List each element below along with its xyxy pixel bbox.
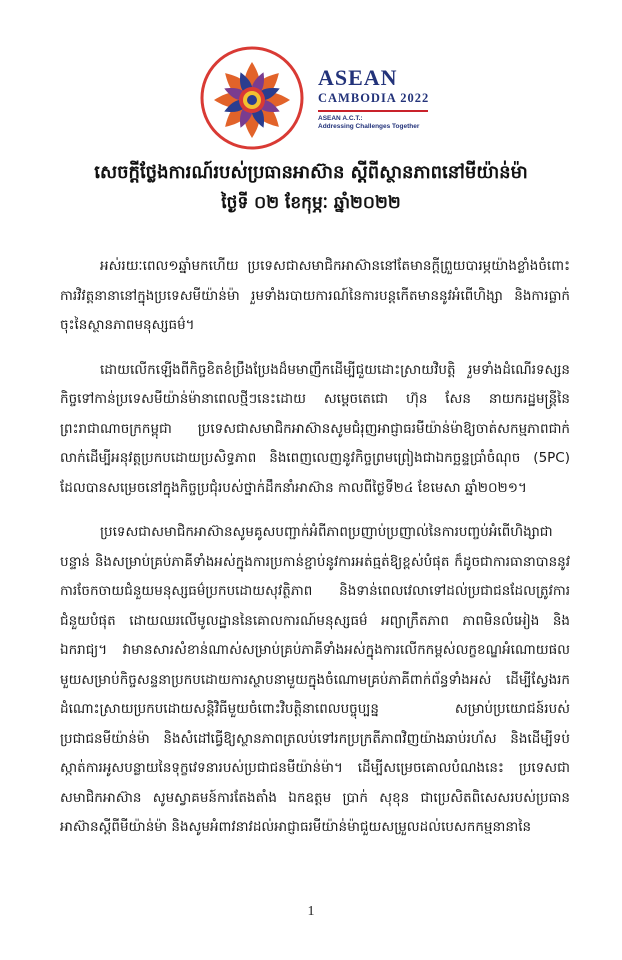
letterhead [0,42,622,152]
document-date: ថ្ងៃទី ០២ ខែកុម្ភៈ ឆ្នាំ២០២២ [221,193,401,213]
brand-block [318,66,508,131]
brand-tagline: Addressing Challenges Together [318,123,420,130]
paragraph-2: ដោយលើកឡើងពីកិច្ចខិតខំប្រឹងប្រែងដ៏មមាញឹកដើម្បីជួយដោះស្រាយវិបត្តិ រួមទាំងដំណើរទស្សនកិច្ចទៅកាន់ប្រទេសមីយ៉ាន់ម៉ានាពេលថ្មីៗនេះដោយ សម្តេចតេជោ ហ៊ុន សែន នាយករដ្ឋមន្ត្រីនៃព្រះរាជាណាចក្រកម្ពុជា ប្រទេសជាសមាជិកអាស៊ានសូមជំរុញអាជ្ញាធរមីយ៉ាន់ម៉ាឱ្យចាត់សកម្មភាពជាក់លាក់ដើម្បីអនុវត្តប្រកបដោយប្រសិទ្ធភាព និងពេញលេញនូវកិច្ចព្រមព្រៀងជាឯកច្ឆន្ទប្រាំចំណុច (5PC) ដែលបានសម្រេចនៅក្នុងកិច្ចប្រជុំរបស់ថ្នាក់ដឹកនាំអាស៊ាន កាលពីថ្ងៃទី២៤ ខែមេសា ឆ្នាំ២០២១។ [60,361,570,496]
brand-name: ASEAN [318,65,398,90]
brand-divider [318,110,428,112]
paragraph-1: អស់រយៈពេល១ឆ្នាំមកហើយ ប្រទេសជាសមាជិកអាស៊ាននៅតែមានក្តីព្រួយបារម្ភយ៉ាងខ្លាំងចំពោះការវិវត្តនានានៅក្នុងប្រទេសមីយ៉ាន់ម៉ា រួមទាំងរបាយការណ៍នៃការបន្តកើតមាននូវអំពើហិង្សា និងការធ្លាក់ចុះនៃស្ថានភាពមនុស្សធម៌។ [60,258,570,333]
document-title: សេចក្តីថ្លែងការណ៍របស់ប្រធានអាស៊ាន ស្តីពីស្ថានភាពនៅមីយ៉ាន់ម៉ា [94,162,528,183]
asean-cambodia-2022-emblem [200,46,304,150]
paragraph-3: ប្រទេសជាសមាជិកអាស៊ានសូមគូសបញ្ជាក់អំពីភាពប្រញាប់ប្រញាល់នៃការបញ្ចប់អំពើហិង្សាជាបន្ទាន់ និងសម្រាប់គ្រប់ភាគីទាំងអស់ក្នុងការប្រកាន់ខ្ជាប់នូវការអត់ធ្មត់ឱ្យខ្ពស់បំផុត ក៏ដូចជាការធានាបាននូវការចែកចាយជំនួយមនុស្សធម៌ប្រកបដោយសុវត្ថិភាព និងទាន់ពេលវេលាទៅដល់ប្រជាជនដែលត្រូវការជំនួយបំផុត ដោយឈរលើមូលដ្ឋាននៃគោលការណ៍មនុស្សធម៌ អព្យាក្រឹតភាព ភាពមិនលំអៀង និងឯករាជ្យ។ វាមានសារសំខាន់ណាស់សម្រាប់គ្រប់ភាគីទាំងអស់ក្នុងការលើកកម្ពស់លក្ខខណ្ឌអំណោយផលមួយសម្រាប់កិច្ចសន្ទនាប្រកបដោយការស្ថាបនាមួយក្នុងចំណោមគ្រប់ភាគីពាក់ព័ន្ធទាំងអស់ ដើម្បីស្វែងរកដំណោះស្រាយប្រកបដោយសន្តិវិធីមួយចំពោះវិបត្តិនាពេលបច្ចុប្បន្ន សម្រាប់ប្រយោជន៍របស់ប្រជាជនមីយ៉ាន់ម៉ា និងសំដៅធ្វើឱ្យស្ថានភាពត្រលប់ទៅរកប្រក្រតីភាពវិញយ៉ាងឆាប់រហ័ស និងដើម្បីទប់ស្កាត់ការអូសបន្លាយនៃទុក្ខវេទនារបស់ប្រជាជនមីយ៉ាន់ម៉ា។ ដើម្បីសម្រេចគោលបំណងនេះ ប្រទេសជាសមាជិកអាស៊ាន សូមស្វាគមន៍ការតែងតាំង ឯកឧត្តម ប្រាក់ សុខុន ជាប្រេសិតពិសេសរបស់ប្រធានអាស៊ានស្តីពីមីយ៉ាន់ម៉ា និងសូមអំពាវនាវដល់អាជ្ញាធរមីយ៉ាន់ម៉ាជួយសម្រួលដល់បេសកកម្មនានានៃ [60,524,570,835]
brand-act: ASEAN A.C.T.: [318,115,363,122]
document-body [60,252,570,858]
page-number: 1 [307,904,315,919]
brand-country: CAMBODIA 2022 [318,91,430,105]
